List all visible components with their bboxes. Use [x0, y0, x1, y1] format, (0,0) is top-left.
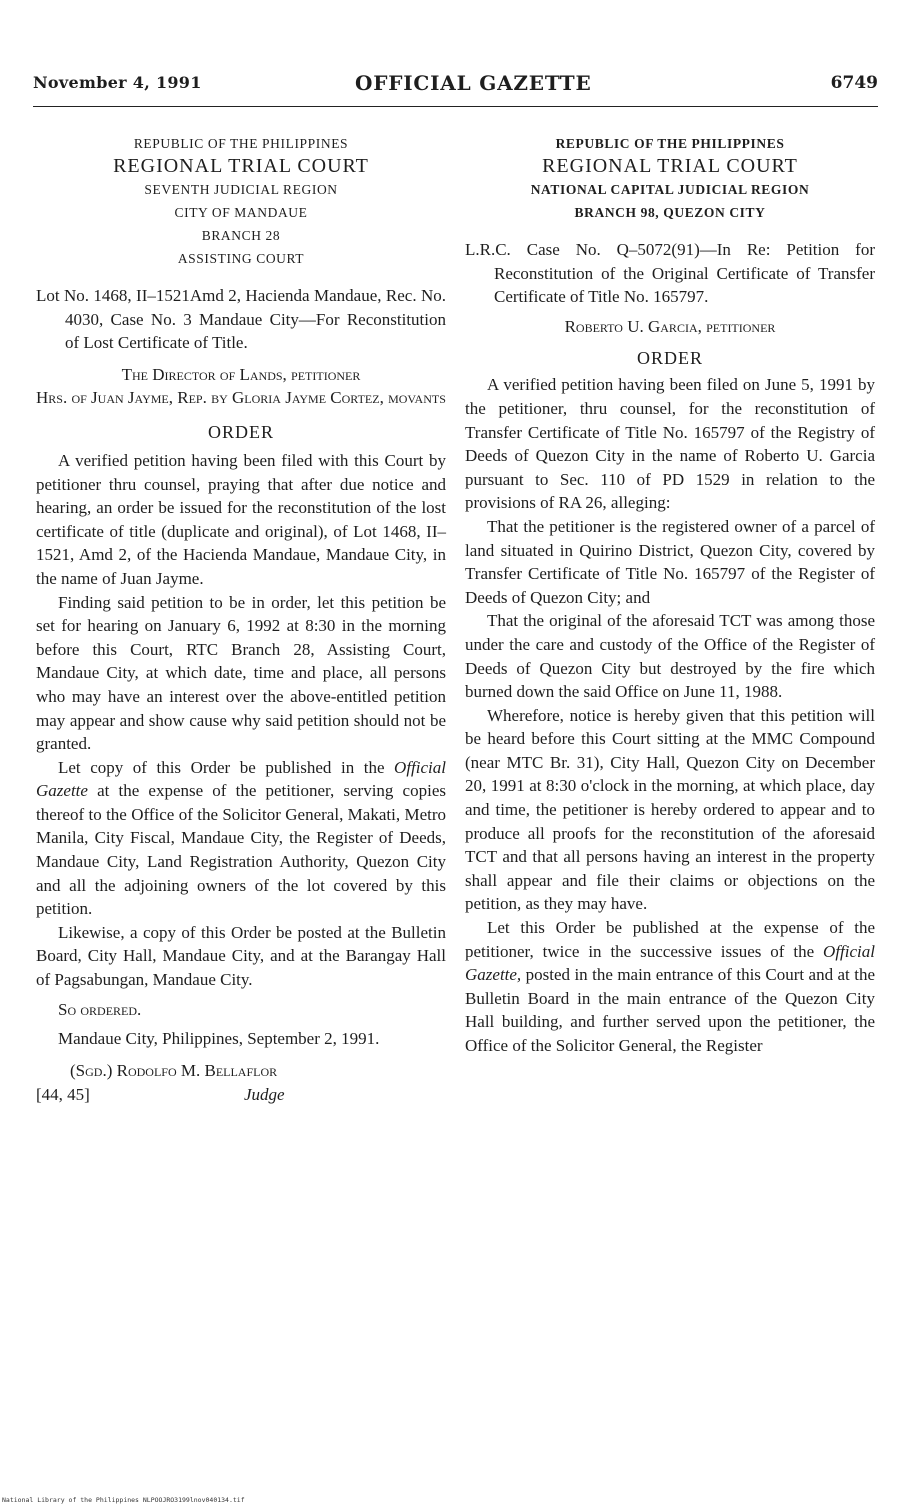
right-column-notice [465, 132, 875, 1058]
court-line: ASSISTING COURT [177, 251, 305, 266]
order-paragraph: Likewise, a copy of this Order be posted at the Bulletin Board, City Hall, Mandaue City, and at the Barangay Hall of Pagsabungan, Mandaue City. [36, 922, 446, 990]
petitioner-line: The Director of Lands, petitioner [121, 364, 361, 384]
order-paragraph: A verified petition having been filed on June 5, 1991 by the petitioner, thru counsel, for the reconstitution of Transfer Certificate of Title No. 165797 of the Registry of Deeds of Quezon City in the name of Roberto U. Garcia pursuant to Sec. 110 of PD 1529 in relation to the provisions of RA 26, alleging: [465, 375, 875, 513]
issue-reference: [44, 45] [36, 1084, 90, 1104]
publication-paragraph [36, 756, 446, 921]
court-line: CITY OF MANDAUE [174, 205, 308, 220]
signature-block [36, 1059, 446, 1109]
signature: (Sgd.) Rodolfo M. Bellaflor [70, 1060, 278, 1080]
issue-date: November 4, 1991 [33, 73, 202, 92]
court-line: NATIONAL CAPITAL JUDICIAL REGION [530, 182, 810, 197]
order-paragraph: That the petitioner is the registered owner of a parcel of land situated in Quirino District, Quezon City, covered by Transfer Certificate of Title No. 165797 of the Register of Deeds of Quezon City; and [465, 516, 875, 607]
order-paragraph: Wherefore, notice is hereby given that this petition will be heard before this Court sitting at the MMC Compound (near MTC Br. 31), City Hall, Quezon City on December 20, 1991 at 8:30 o'clock in the morning, at which place, day and time, the petitioner is hereby ordered to appear and to produce all proofs for the reconstitution of the aforesaid TCT and that all persons having an interest in the property shall appear and file their claims or objections on the petition, as they may have. [465, 705, 875, 914]
publication-text: posted in the main entrance of this Court and at the Bulletin Board in the main entrance of the Quezon City Hall building, and further served upon the petitioner, the Office of the Solicitor General, the Register [465, 965, 875, 1055]
dateline: Mandaue City, Philippines, September 2, 1991. [58, 1029, 380, 1049]
left-column-notice [36, 132, 446, 1109]
publication-title: OFFICIAL GAZETTE [355, 71, 592, 95]
so-ordered: So ordered. [58, 999, 142, 1019]
court-line: BRANCH 28 [201, 228, 281, 243]
court-line: REGIONAL TRIAL COURT [113, 155, 369, 177]
order-paragraph: Finding said petition to be in order, let this petition be set for hearing on January 6, 1992 at 8:30 in the morning before this Court, RTC Branch 28, Assisting Court, Mandaue City, at which date, time and place, all persons who may have an interest over the above-entitled petition may appear and show cause why said petition should not be granted. [36, 592, 446, 754]
court-heading [36, 132, 446, 270]
running-header [33, 73, 878, 101]
court-line: BRANCH 98, QUEZON CITY [574, 205, 766, 220]
court-line: SEVENTH JUDICIAL REGION [144, 182, 338, 197]
court-line: REGIONAL TRIAL COURT [542, 155, 798, 177]
publication-text: Let copy of this Order be published in the [58, 757, 395, 777]
order-heading: ORDER [636, 348, 703, 369]
court-line: REPUBLIC OF THE PHILIPPINES [555, 136, 785, 151]
publication-text: at the expense of the petitioner, serving copies thereof to the Office of the Solicitor General, Makati, Metro Manila, City Fiscal, Mandaue City, the Register of Deeds, Mandaue City, Land Registration Authority, Quezon City and all the adjoining owners of the lot covered by this petition. [36, 781, 446, 919]
order-paragraph: That the original of the aforesaid TCT was among those under the care and custody of the Office of the Register of Deeds of Quezon City but destroyed by the fire which burned down the said Office on June 11, 1988. [465, 611, 875, 702]
publication-paragraph [465, 916, 875, 1058]
page-number: 6749 [830, 73, 878, 93]
scan-footer: National Library of the Philippines NLPOOJRO3199lnov040134.tif [2, 1496, 245, 1504]
petitioner-line: Roberto U. Garcia, petitioner [564, 316, 776, 336]
gazette-title: Official Gazette, [465, 941, 875, 985]
order-heading: ORDER [207, 421, 274, 442]
header-rule [33, 106, 878, 107]
court-line: REPUBLIC OF THE PHILIPPINES [133, 136, 349, 151]
case-caption: L.R.C. Case No. Q–5072(91)—In Re: Petition for Reconstitution of the Original Certificate of Transfer Certificate of Title No. 165797. [465, 240, 875, 307]
signer-title: Judge [244, 1084, 285, 1104]
publication-text: Let this Order be published at the expense of the petitioner, twice in the successive issues of the [465, 918, 875, 961]
gazette-title: Official Gazette [36, 757, 446, 801]
court-heading [465, 132, 875, 224]
movants-line: Hrs. of Juan Jayme, Rep. by Gloria Jayme Cortez, movants [36, 388, 446, 408]
case-caption: Lot No. 1468, II–1521Amd 2, Hacienda Mandaue, Rec. No. 4030, Case No. 3 Mandaue City—For Reconstitution of Lost Certificate of Title. [36, 286, 446, 353]
order-paragraph: A verified petition having been filed with this Court by petitioner thru counsel, praying that after due notice and hearing, an order be issued for the reconstitution of the lost certificate of title (duplicate and original), of Lot 1468, II–1521, Amd 2, of the Hacienda Mandaue, Mandaue City, in the name of Juan Jayme. [36, 450, 446, 588]
